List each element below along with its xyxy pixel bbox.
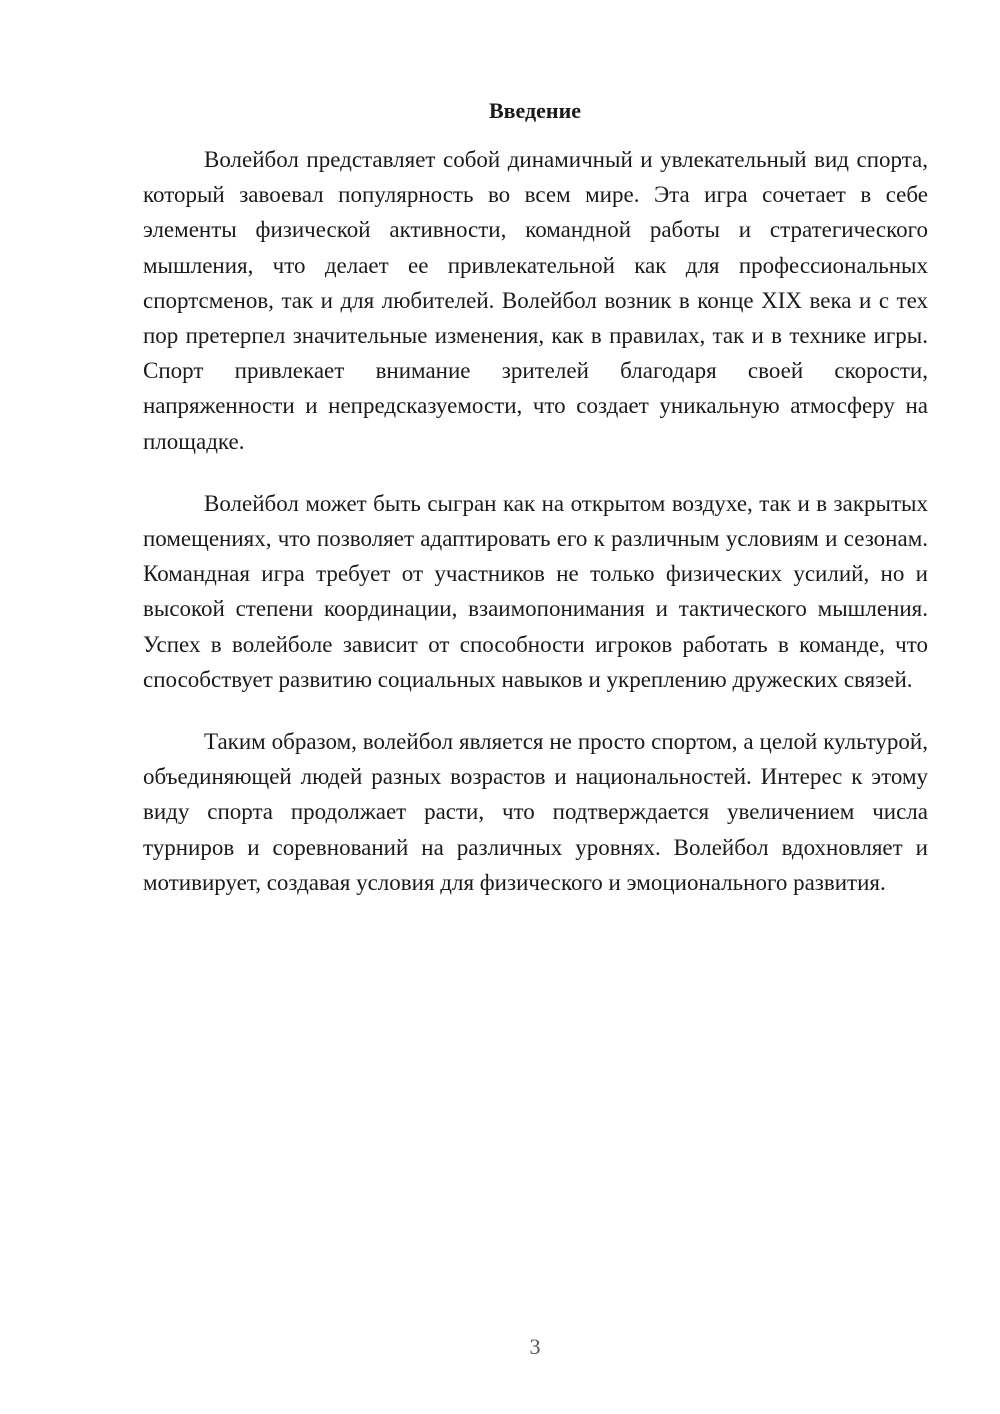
paragraph-2: Волейбол может быть сыгран как на открытом воздухе, так и в закрытых помещениях, что позволяет адаптировать его к различным условиям и сезонам. Командная игра требует от участников не только физических усилий, но и высокой степени координации, взаимопонимания и тактического мышления. Успех в волейболе зависит от способности игроков работать в команде, что способствует развитию социальных навыков и укреплению дружеских связей. xyxy=(143,490,928,692)
section-title: Введение xyxy=(488,98,582,123)
body-text xyxy=(143,142,928,927)
page-number: 3 xyxy=(529,1334,541,1359)
paragraph-3: Таким образом, волейбол является не просто спортом, а целой культурой, объединяющей людей разных возрастов и национальностей. Интерес к этому виду спорта продолжает расти, что подтверждается увеличением числа турниров и соревнований на различных уровнях. Волейбол вдохновляет и мотивирует, создавая условия для физического и эмоционального развития. xyxy=(143,729,928,895)
paragraph-1: Волейбол представляет собой динамичный и увлекательный вид спорта, который завоевал популярность во всем мире. Эта игра сочетает в себе элементы физической активности, командной работы и стратегического мышления, что делает ее привлекательной как для профессиональных спортсменов, так и для любителей. Волейбол возник в конце XIX века и с тех пор претерпел значительные изменения, как в правилах, так и в технике игры. Спорт привлекает внимание зрителей благодаря своей скорости, напряженности и непредсказуемости, что создает уникальную атмосферу на площадке. xyxy=(143,147,928,454)
